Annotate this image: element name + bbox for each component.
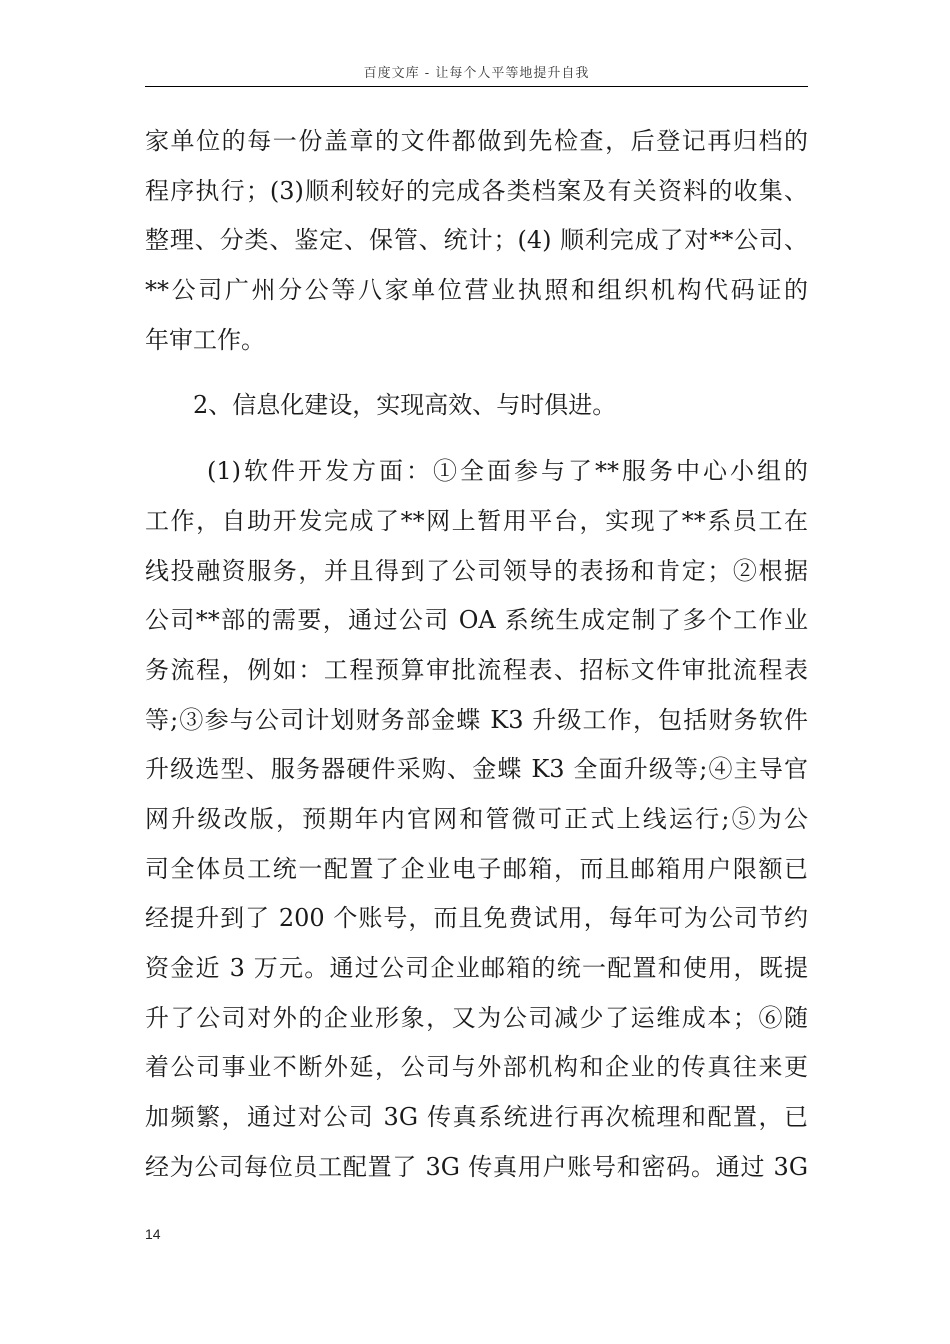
- text-line: 程序执行；(3)顺利较好的完成各类档案及有关资料的收集、: [145, 176, 808, 205]
- text-line: 着公司事业不断外延，公司与外部机构和企业的传真往来更: [145, 1053, 808, 1082]
- text-line: 升了公司对外的企业形象，又为公司减少了运维成本；⑥随: [145, 1003, 808, 1032]
- text-line: 司全体员工统一配置了企业电子邮箱，而且邮箱用户限额已: [145, 854, 808, 883]
- text-line: 加频繁，通过对公司 3G 传真系统进行再次梳理和配置，已: [145, 1103, 808, 1132]
- text-line: 家单位的每一份盖章的文件都做到先检查，后登记再归档的: [145, 127, 808, 155]
- text-line: 经提升到了 200 个账号，而且免费试用，每年可为公司节约: [145, 904, 808, 933]
- header-divider: [145, 86, 808, 87]
- text-line: 资金近 3 万元。通过公司企业邮箱的统一配置和使用，既提: [145, 954, 808, 982]
- section-heading: 2、信息化建设，实现高效、与时俱进。: [193, 391, 617, 420]
- text-line: **公司广州分公等八家单位营业执照和组织机构代码证的: [145, 276, 808, 305]
- text-line: 网升级改版，预期年内官网和管微可正式上线运行;⑤为公: [145, 804, 808, 833]
- text-line: 等;③参与公司计划财务部金蝶 K3 升级工作，包括财务软件: [145, 705, 808, 734]
- text-line: 务流程，例如：工程预算审批流程表、招标文件审批流程表: [145, 655, 808, 684]
- page-number: 14: [145, 1226, 161, 1242]
- text-line: 线投融资服务，并且得到了公司领导的表扬和肯定；②根据: [145, 556, 808, 585]
- text-line: 年审工作。: [145, 325, 265, 354]
- text-line: 整理、分类、鉴定、保管、统计；(4) 顺利完成了对**公司、: [145, 226, 808, 255]
- page-header: 百度文库 - 让每个人平等地提升自我: [363, 66, 590, 81]
- text-line: 工作，自助开发完成了**网上暂用平台，实现了**系员工在: [145, 506, 808, 535]
- text-line: 升级选型、服务器硬件采购、金蝶 K3 全面升级等;④主导官: [145, 755, 808, 784]
- document-body: [145, 117, 808, 1192]
- text-line: (1)软件开发方面：①全面参与了**服务中心小组的: [207, 457, 808, 486]
- text-line: 经为公司每位员工配置了 3G 传真用户账号和密码。通过 3G: [145, 1152, 808, 1181]
- text-line: 公司**部的需要，通过公司 OA 系统生成定制了多个工作业: [145, 606, 808, 635]
